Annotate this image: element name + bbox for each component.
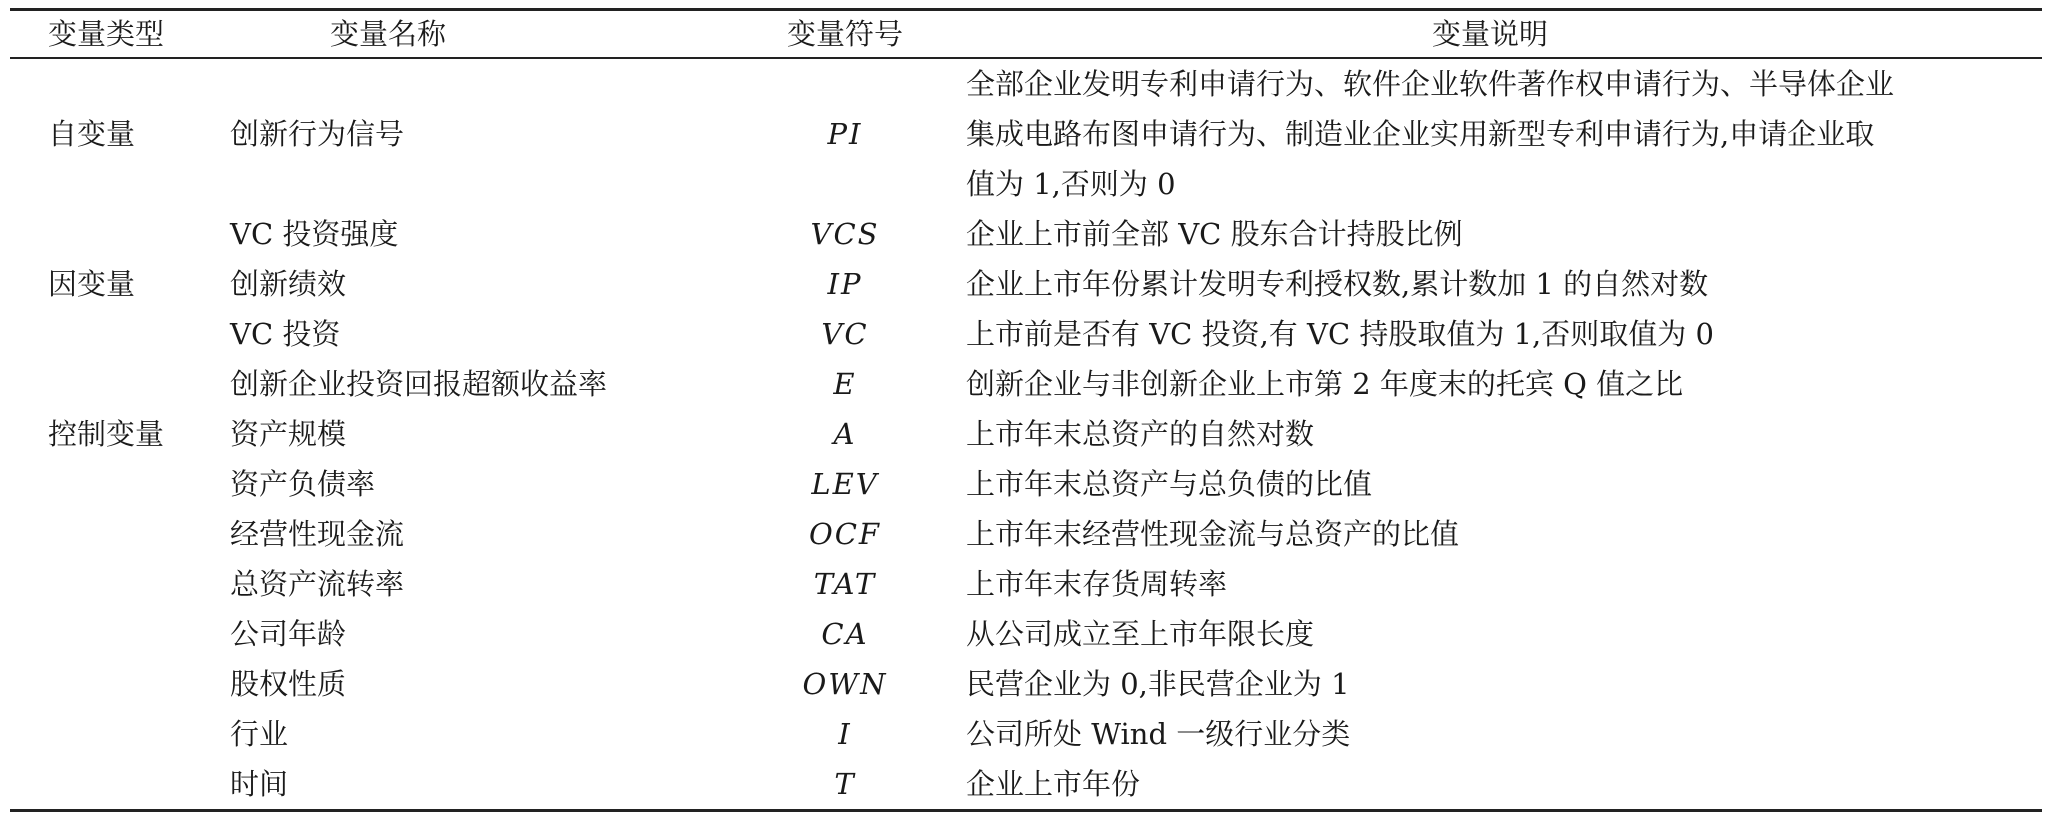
variable-name: 总资产流转率 bbox=[230, 567, 405, 601]
variable-description: 上市年末总资产的自然对数 bbox=[966, 417, 1315, 451]
variable-name: 经营性现金流 bbox=[230, 517, 405, 551]
variable-description: 企业上市年份累计发明专利授权数,累计数加 1 的自然对数 bbox=[966, 267, 1709, 301]
variable-symbol: VCS bbox=[810, 217, 880, 251]
variable-description: 创新企业与非创新企业上市第 2 年度末的托宾 Q 值之比 bbox=[966, 367, 1684, 401]
variable-description: 民营企业为 0,非民营企业为 1 bbox=[966, 667, 1350, 701]
variable-symbol: A bbox=[833, 417, 857, 451]
variable-symbol: VC bbox=[821, 317, 869, 351]
variable-description: 企业上市前全部 VC 股东合计持股比例 bbox=[966, 217, 1463, 251]
variable-name: 创新企业投资回报超额收益率 bbox=[230, 367, 608, 401]
variable-symbol: PI bbox=[827, 117, 863, 151]
variable-name: 创新行为信号 bbox=[230, 117, 405, 151]
table-row bbox=[10, 459, 2042, 509]
variable-symbol: IP bbox=[827, 267, 863, 301]
variable-description: 上市年末存货周转率 bbox=[966, 567, 1228, 601]
variable-name: VC 投资强度 bbox=[230, 217, 399, 251]
variable-symbol: TAT bbox=[813, 567, 877, 601]
variable-symbol: T bbox=[834, 767, 856, 801]
header-variable-symbol: 变量符号 bbox=[786, 17, 903, 51]
table-row bbox=[10, 559, 2042, 609]
header-variable-type: 变量类型 bbox=[48, 17, 165, 51]
header-variable-description: 变量说明 bbox=[1432, 17, 1549, 51]
variable-type: 控制变量 bbox=[48, 417, 165, 451]
variable-symbol: OCF bbox=[808, 517, 882, 551]
variable-description: 企业上市年份 bbox=[966, 767, 1141, 801]
variable-description: 上市年末总资产与总负债的比值 bbox=[966, 467, 1373, 501]
table-row bbox=[10, 759, 2042, 809]
description-line: 全部企业发明专利申请行为、软件企业软件著作权申请行为、半导体企业 bbox=[966, 67, 1895, 101]
header-variable-name: 变量名称 bbox=[330, 17, 447, 51]
table-row bbox=[10, 659, 2042, 709]
variable-symbol: E bbox=[833, 367, 857, 401]
table-row bbox=[10, 609, 2042, 659]
table-row bbox=[10, 259, 2042, 309]
variable-name: 股权性质 bbox=[230, 667, 347, 701]
variable-definition-table bbox=[10, 8, 2042, 812]
variable-symbol: OWN bbox=[802, 667, 888, 701]
variable-type: 因变量 bbox=[48, 267, 136, 301]
table-row bbox=[10, 309, 2042, 359]
variable-description bbox=[966, 59, 2036, 209]
table-row bbox=[10, 59, 2042, 209]
table-row bbox=[10, 359, 2042, 409]
description-line: 值为 1,否则为 0 bbox=[966, 167, 1176, 201]
variable-description: 上市前是否有 VC 投资,有 VC 持股取值为 1,否则取值为 0 bbox=[966, 317, 1714, 351]
table-row bbox=[10, 209, 2042, 259]
table-row bbox=[10, 709, 2042, 759]
table-row bbox=[10, 509, 2042, 559]
variable-name: 行业 bbox=[230, 717, 289, 751]
description-line: 集成电路布图申请行为、制造业企业实用新型专利申请行为,申请企业取 bbox=[966, 117, 1875, 151]
variable-name: 创新绩效 bbox=[230, 267, 347, 301]
variable-name: 时间 bbox=[230, 767, 289, 801]
variable-symbol: CA bbox=[821, 617, 869, 651]
variable-description: 从公司成立至上市年限长度 bbox=[966, 617, 1315, 651]
variable-description: 上市年末经营性现金流与总资产的比值 bbox=[966, 517, 1460, 551]
variable-name: 资产负债率 bbox=[230, 467, 376, 501]
variable-symbol: I bbox=[838, 717, 852, 751]
variable-type: 自变量 bbox=[48, 117, 136, 151]
table-header bbox=[10, 11, 2042, 59]
variable-name: 资产规模 bbox=[230, 417, 347, 451]
variable-symbol: LEV bbox=[811, 467, 879, 501]
variable-name: 公司年龄 bbox=[230, 617, 347, 651]
variable-name: VC 投资 bbox=[230, 317, 341, 351]
variable-description: 公司所处 Wind 一级行业分类 bbox=[966, 717, 1351, 751]
table-row bbox=[10, 409, 2042, 459]
